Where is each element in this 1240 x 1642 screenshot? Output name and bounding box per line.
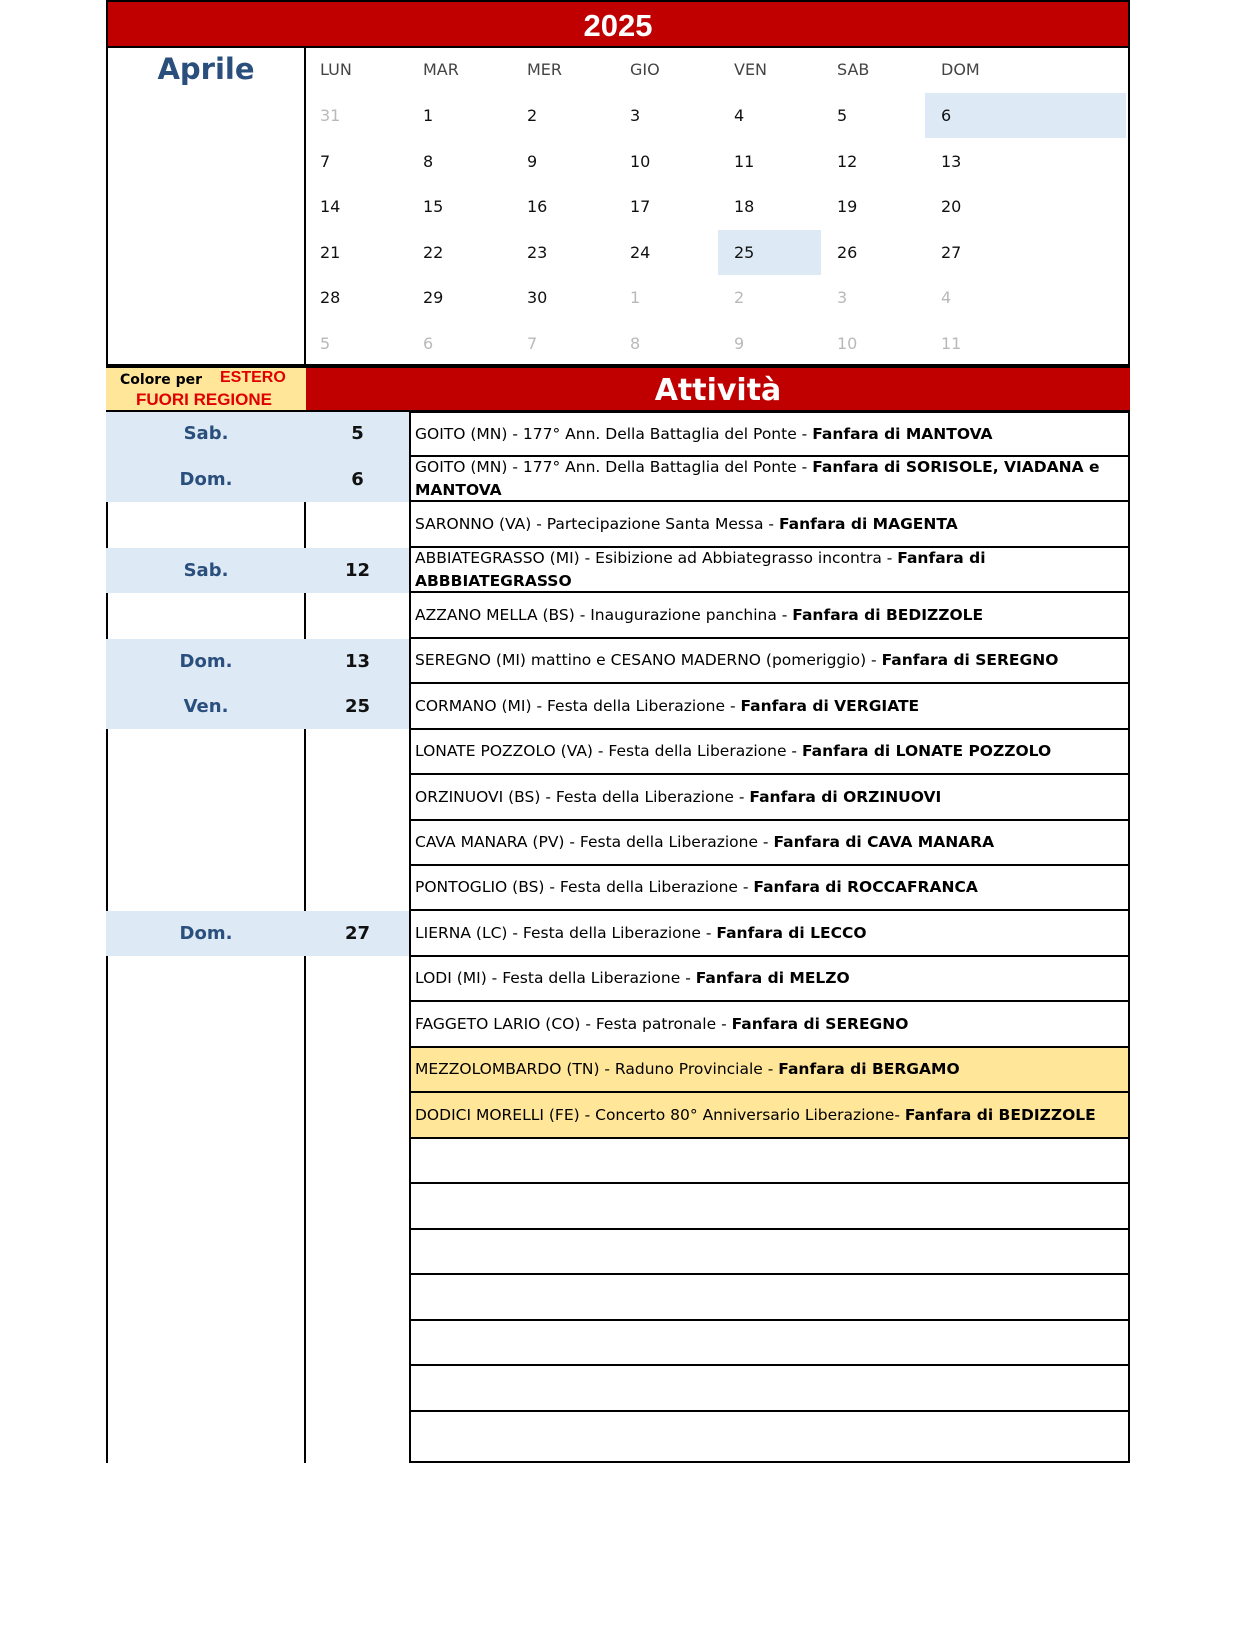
calendar-day: 11 xyxy=(734,151,755,171)
day-name: Sab. xyxy=(183,423,229,444)
calendar-day: 8 xyxy=(423,151,434,171)
activity-band: Fanfara di LECCO xyxy=(716,923,867,942)
calendar-day: 4 xyxy=(941,288,952,307)
activity-row xyxy=(409,1366,1130,1412)
activity-row xyxy=(409,821,1130,866)
calendar-day: 5 xyxy=(837,106,848,125)
activity-row xyxy=(409,775,1130,821)
calendar-day: 2 xyxy=(527,106,538,125)
year-header: 2025 xyxy=(106,0,1130,48)
activity-row xyxy=(409,1093,1130,1139)
weekday-header: MAR xyxy=(423,60,459,79)
activity-text xyxy=(415,423,993,446)
activity-row xyxy=(409,1321,1130,1366)
activity-description: CAVA MANARA (PV) - Festa della Liberazione - xyxy=(415,833,774,851)
calendar-day: 22 xyxy=(423,242,444,262)
activity-row xyxy=(409,1412,1130,1463)
activity-text xyxy=(415,604,983,627)
activity-row xyxy=(409,1230,1130,1275)
calendar-day: 19 xyxy=(837,197,858,216)
activity-band: Fanfara di BEDIZZOLE xyxy=(792,605,984,624)
activity-row xyxy=(409,457,1130,502)
activity-description: SEREGNO (MI) mattino e CESANO MADERNO (pomeriggio) - xyxy=(415,651,882,669)
calendar-day: 7 xyxy=(320,151,331,171)
activity-text xyxy=(415,740,1051,763)
activity-row xyxy=(409,1002,1130,1048)
activity-band: Fanfara di MANTOVA xyxy=(812,424,993,443)
calendar-day: 6 xyxy=(423,333,434,353)
calendar-day: 3 xyxy=(837,288,848,307)
calendar-day: 17 xyxy=(630,197,651,216)
calendar-day: 13 xyxy=(941,151,962,171)
activity-text xyxy=(415,456,1128,502)
calendar-day: 1 xyxy=(630,288,641,307)
day-number: 25 xyxy=(344,696,371,717)
calendar-day: 29 xyxy=(423,288,444,307)
calendar-day: 27 xyxy=(941,242,962,262)
activity-description: PONTOGLIO (BS) - Festa della Liberazione - xyxy=(415,878,754,896)
weekday-header: VEN xyxy=(734,60,768,79)
calendar-day: 12 xyxy=(837,151,858,171)
activity-band: Fanfara di BEDIZZOLE xyxy=(904,1105,1096,1124)
calendar-day: 28 xyxy=(320,288,341,307)
calendar-day: 24 xyxy=(630,242,651,262)
calendar-day: 23 xyxy=(527,242,548,262)
day-name: Dom. xyxy=(179,923,233,944)
calendar-day: 10 xyxy=(630,151,651,171)
activity-row xyxy=(409,411,1130,457)
calendar-day: 11 xyxy=(941,333,962,353)
activity-row xyxy=(409,1139,1130,1184)
activity-description: LODI (MI) - Festa della Liberazione - xyxy=(415,969,696,987)
activity-text xyxy=(415,513,958,536)
activity-text xyxy=(415,922,867,945)
weekday-header: MER xyxy=(527,60,563,79)
activity-text xyxy=(415,786,941,809)
activity-text xyxy=(415,831,994,854)
calendar-day: 3 xyxy=(630,106,641,125)
activity-band: Fanfara di SORISOLE, VIADANA e MANTOVA xyxy=(415,457,1100,499)
activity-description: GOITO (MN) - 177° Ann. Della Battaglia del Ponte - xyxy=(415,424,813,443)
activity-row xyxy=(409,548,1130,593)
activity-text xyxy=(415,1013,908,1036)
activity-description: SARONNO (VA) - Partecipazione Santa Messa - xyxy=(415,514,779,533)
weekday-header: GIO xyxy=(630,60,660,79)
weekday-header: SAB xyxy=(837,60,870,79)
left-border xyxy=(106,0,108,1463)
day-name: Sab. xyxy=(183,560,229,581)
day-name: Dom. xyxy=(179,651,233,672)
day-number: 13 xyxy=(344,651,371,672)
activity-row xyxy=(409,1184,1130,1230)
legend-fuori-regione-text: FUORI REGIONE xyxy=(135,390,272,409)
calendar-day: 21 xyxy=(320,242,341,262)
calendar-day: 31 xyxy=(320,106,341,125)
calendar-day: 30 xyxy=(527,288,548,307)
calendar-day: 4 xyxy=(734,106,745,125)
activity-row xyxy=(409,730,1130,775)
activity-description: MEZZOLOMBARDO (TN) - Raduno Provinciale - xyxy=(415,1060,779,1078)
activity-band: Fanfara di LONATE POZZOLO xyxy=(801,742,1052,760)
activity-row xyxy=(409,1275,1130,1321)
activity-row xyxy=(409,684,1130,730)
weekday-header: LUN xyxy=(320,60,352,79)
activity-description: DODICI MORELLI (FE) - Concerto 80° Anniversario Liberazione- xyxy=(415,1105,905,1124)
activity-description: LONATE POZZOLO (VA) - Festa della Liberazione - xyxy=(415,742,802,760)
activity-text xyxy=(415,547,1128,593)
activity-band: Fanfara di MAGENTA xyxy=(778,514,958,533)
calendar-day: 9 xyxy=(734,333,745,353)
activity-text xyxy=(415,1104,1096,1127)
calendar-day: 26 xyxy=(837,242,858,262)
weekday-header: DOM xyxy=(941,60,980,79)
activity-description: AZZANO MELLA (BS) - Inaugurazione panchina - xyxy=(415,605,793,624)
calendar-day: 10 xyxy=(837,333,858,353)
day-name: Dom. xyxy=(179,469,233,490)
activities-header: Attività xyxy=(306,366,1130,412)
calendar-day: 2 xyxy=(734,288,745,307)
calendar-day: 20 xyxy=(941,197,962,216)
calendar-day: 5 xyxy=(320,333,331,353)
calendar-day: 14 xyxy=(320,197,341,216)
activity-description: CORMANO (MI) - Festa della Liberazione - xyxy=(415,696,741,715)
calendar-day: 7 xyxy=(527,333,538,353)
activity-row xyxy=(409,866,1130,911)
calendar-day: 1 xyxy=(423,106,434,125)
activity-row xyxy=(409,593,1130,639)
calendar-day: 16 xyxy=(527,197,548,216)
day-number: 6 xyxy=(351,469,364,490)
activity-description: LIERNA (LC) - Festa della Liberazione - xyxy=(415,923,717,942)
calendar-day: 6 xyxy=(925,93,1126,138)
activity-description: ORZINUOVI (BS) - Festa della Liberazione - xyxy=(415,787,750,806)
calendar-day: 18 xyxy=(734,197,755,216)
calendar-day: 9 xyxy=(527,151,538,171)
day-number: 27 xyxy=(344,923,371,944)
activity-band: Fanfara di MELZO xyxy=(695,969,850,987)
activity-description: FAGGETO LARIO (CO) - Festa patronale - xyxy=(415,1014,732,1033)
legend-label: Colore per xyxy=(120,372,203,388)
activity-band: Fanfara di ROCCAFRANCA xyxy=(753,878,978,896)
calendar-day: 8 xyxy=(630,333,641,353)
month-title: Aprile xyxy=(157,52,255,86)
activity-description: GOITO (MN) - 177° Ann. Della Battaglia del Ponte - xyxy=(415,457,813,476)
activity-band: Fanfara di VERGIATE xyxy=(740,696,920,715)
activity-band: Fanfara di SEREGNO xyxy=(881,651,1059,669)
activity-row xyxy=(409,1048,1130,1093)
activity-row xyxy=(409,639,1130,684)
day-name: Ven. xyxy=(183,696,229,717)
legend-estero: ESTERO xyxy=(220,369,286,386)
activity-band: Fanfara di SEREGNO xyxy=(731,1014,909,1033)
activity-text xyxy=(415,1058,960,1081)
activity-row xyxy=(409,502,1130,548)
activity-band: Fanfara di ABBBIATEGRASSO xyxy=(415,548,986,590)
calendar-day: 15 xyxy=(423,197,444,216)
activity-band: Fanfara di CAVA MANARA xyxy=(773,833,995,851)
activity-text xyxy=(415,649,1058,672)
activity-row xyxy=(409,911,1130,957)
activity-row xyxy=(409,957,1130,1002)
calendar-day: 25 xyxy=(718,230,821,275)
activity-description: ABBIATEGRASSO (MI) - Esibizione ad Abbiategrasso incontra - xyxy=(415,548,898,567)
activity-band: Fanfara di BERGAMO xyxy=(778,1060,960,1078)
calendar-right-border xyxy=(1128,48,1130,368)
day-number: 12 xyxy=(344,560,371,581)
legend-fuori-regione xyxy=(106,366,306,412)
activity-text xyxy=(415,967,850,990)
activity-band: Fanfara di ORZINUOVI xyxy=(749,787,942,806)
day-number: 5 xyxy=(351,423,364,444)
activity-text xyxy=(415,876,978,899)
activity-text xyxy=(415,695,919,718)
